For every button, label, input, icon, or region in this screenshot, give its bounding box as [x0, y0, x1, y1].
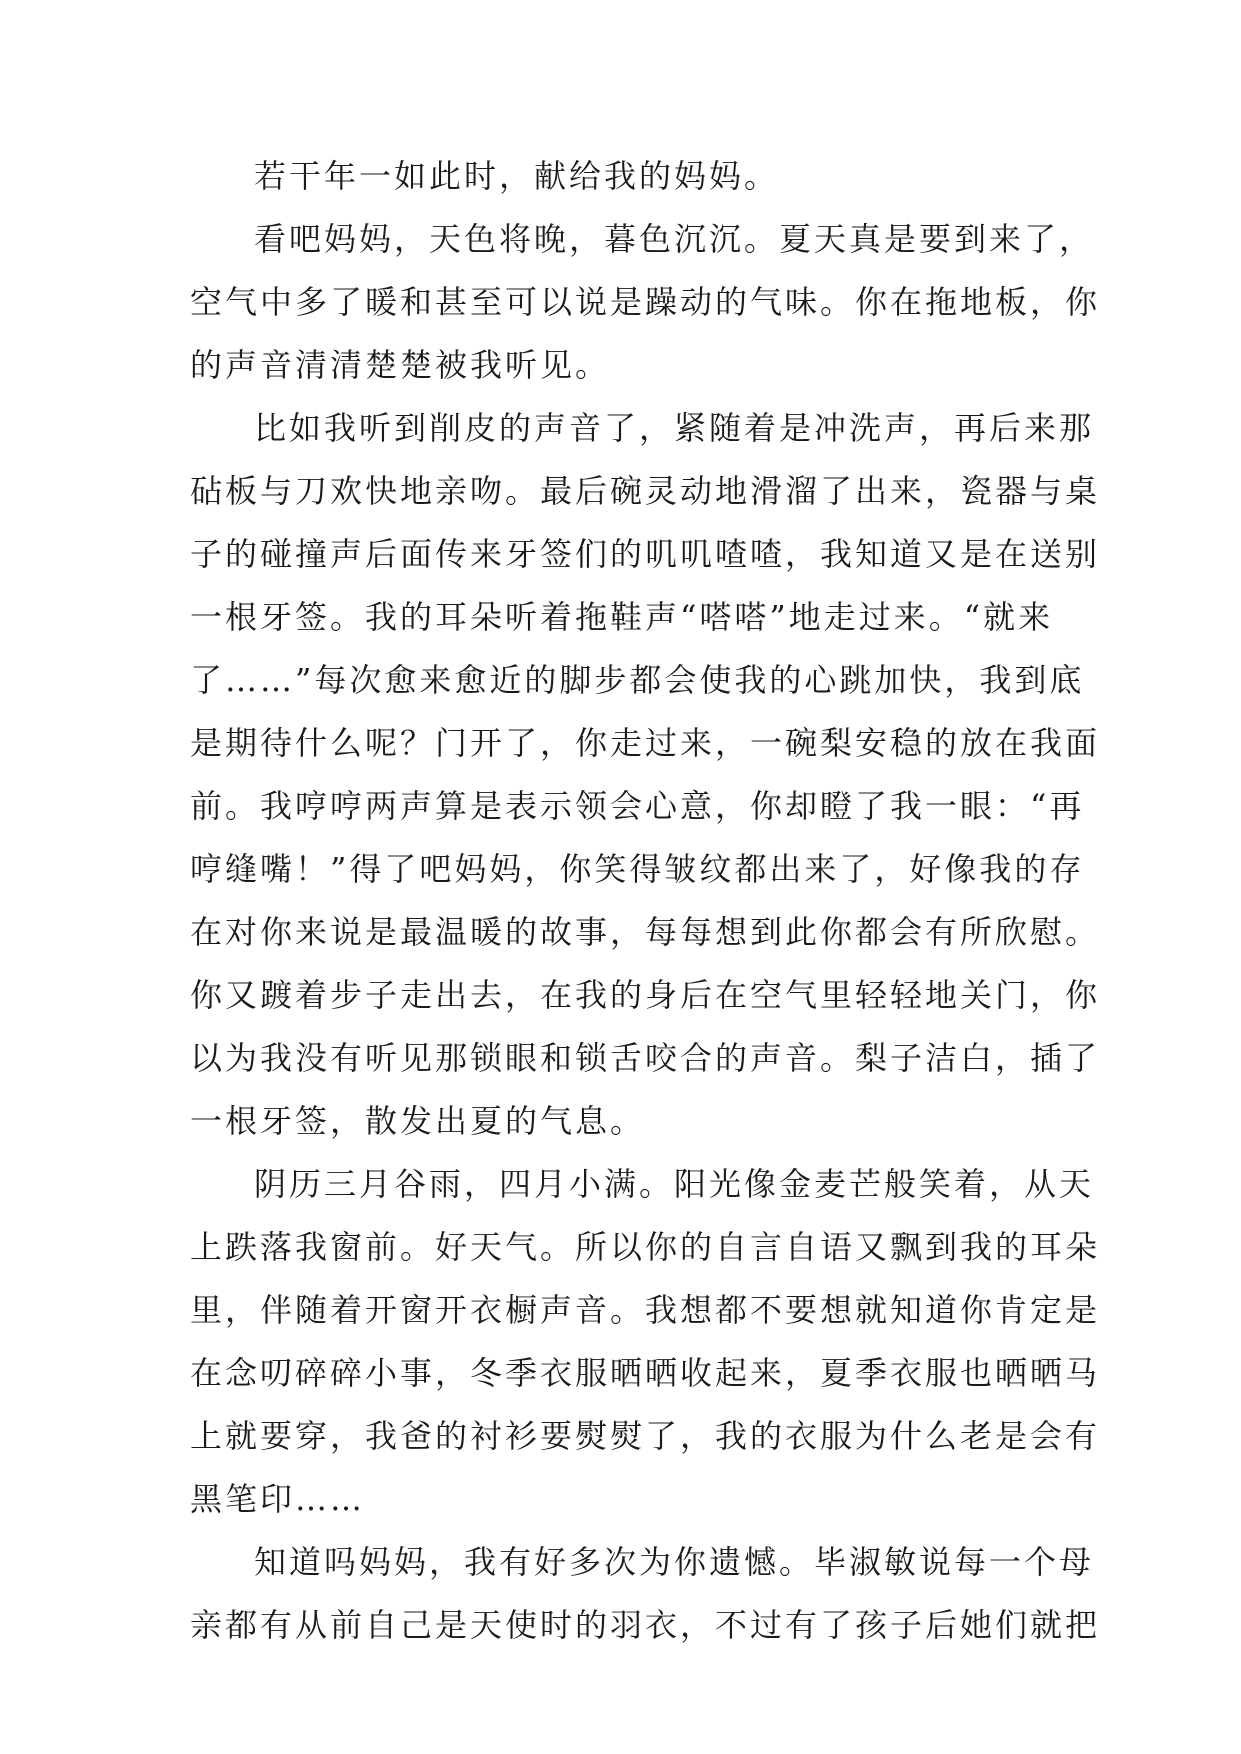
text-line: 以为我没有听见那锁眼和锁舌咬合的声音。梨子洁白，插了 — [190, 1039, 1101, 1077]
text-line: 前。我哼哼两声算是表示领会心意，你却瞪了我一眼：“再 — [190, 787, 1085, 825]
text-line: 空气中多了暖和甚至可以说是躁动的气味。你在拖地板，你 — [190, 283, 1101, 321]
text-line: 的声音清清楚楚被我听见。 — [190, 346, 611, 384]
text-line: 上跌落我窗前。好天气。所以你的自言自语又飘到我的耳朵 — [190, 1228, 1101, 1266]
text-line: 上就要穿，我爸的衬衫要熨熨了，我的衣服为什么老是会有 — [190, 1417, 1101, 1455]
text-line: 是期待什么呢？门开了，你走过来，一碗梨安稳的放在我面 — [190, 724, 1101, 762]
text-line: 一根牙签。我的耳朵听着拖鞋声“嗒嗒”地走过来。“就来 — [190, 598, 1054, 636]
text-line: 了……”每次愈来愈近的脚步都会使我的心跳加快，我到底 — [190, 661, 1085, 699]
text-line: 阴历三月谷雨，四月小满。阳光像金麦芒般笑着，从天 — [254, 1165, 1095, 1203]
text-line: 一根牙签，散发出夏的气息。 — [190, 1102, 646, 1140]
text-line: 哼缝嘴！”得了吧妈妈，你笑得皱纹都出来了，好像我的存 — [190, 850, 1085, 888]
text-line: 在对你来说是最温暖的故事，每每想到此你都会有所欣慰。 — [190, 913, 1101, 951]
text-line: 在念叨碎碎小事，冬季衣服晒晒收起来，夏季衣服也晒晒马 — [190, 1354, 1101, 1392]
text-line: 黑笔印…… — [190, 1480, 366, 1518]
text-line: 比如我听到削皮的声音了，紧随着是冲洗声，再后来那 — [254, 409, 1095, 447]
text-line: 子的碰撞声后面传来牙签们的叽叽喳喳，我知道又是在送别 — [190, 535, 1101, 573]
text-line: 砧板与刀欢快地亲吻。最后碗灵动地滑溜了出来，瓷器与桌 — [190, 472, 1101, 510]
text-line: 看吧妈妈，天色将晚，暮色沉沉。夏天真是要到来了， — [254, 220, 1095, 258]
text-line: 若干年一如此时，献给我的妈妈。 — [254, 157, 780, 195]
text-line: 亲都有从前自己是天使时的羽衣，不过有了孩子后她们就把 — [190, 1606, 1101, 1644]
text-line: 里，伴随着开窗开衣橱声音。我想都不要想就知道你肯定是 — [190, 1291, 1101, 1329]
text-line: 知道吗妈妈，我有好多次为你遗憾。毕淑敏说每一个母 — [254, 1543, 1095, 1581]
text-line: 你又踱着步子走出去，在我的身后在空气里轻轻地关门，你 — [190, 976, 1101, 1014]
essay-text — [190, 156, 1101, 1668]
